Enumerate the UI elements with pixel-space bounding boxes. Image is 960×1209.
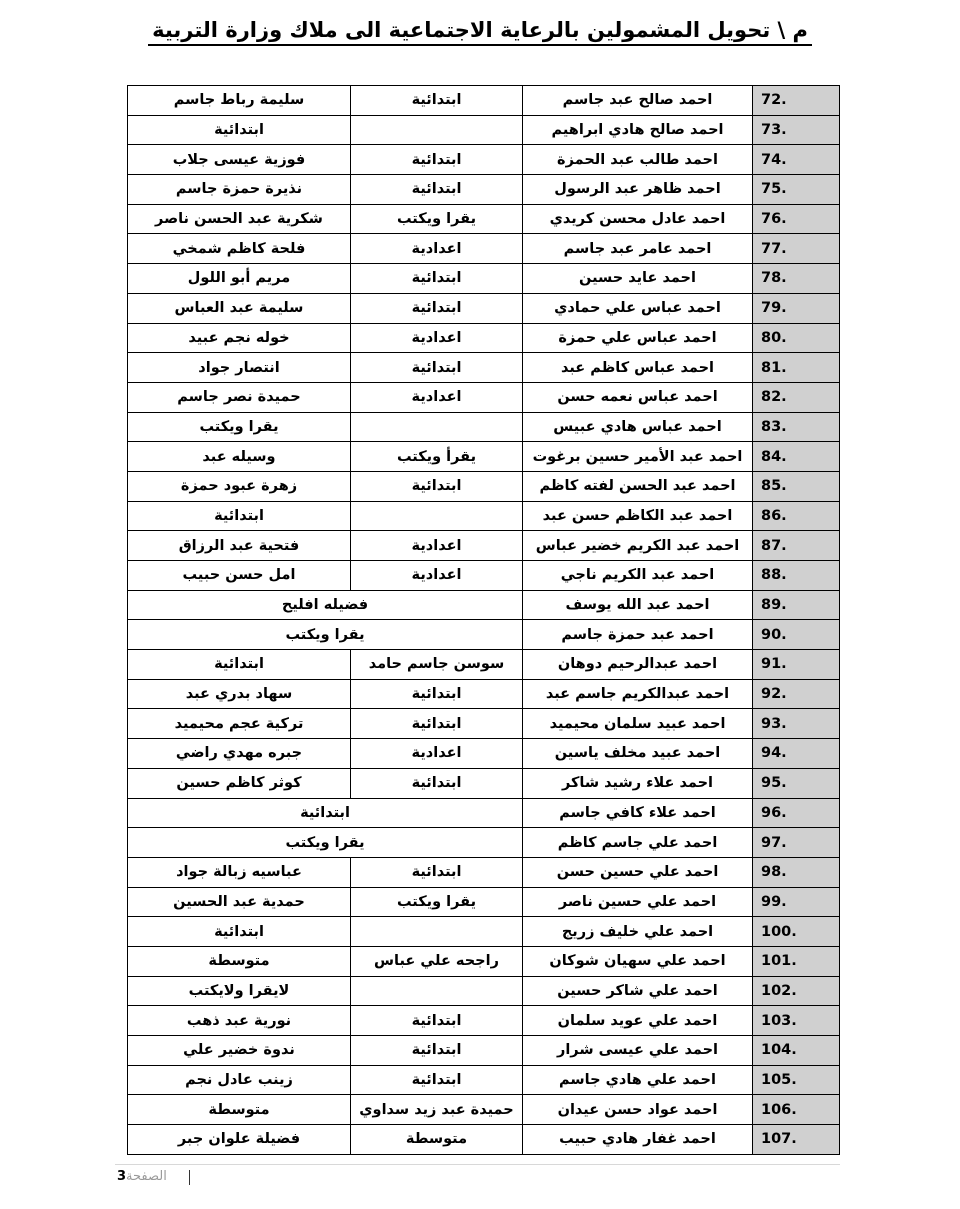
relative-name: وسيله عبد (128, 442, 351, 472)
person-name: احمد علي عيسى شرار (523, 1036, 753, 1066)
relative-name: سليمة عبد العباس (128, 293, 351, 323)
row-number: 103. (753, 1006, 840, 1036)
table-row (128, 382, 840, 412)
table-row (128, 561, 840, 591)
person-name: احمد ظاهر عبد الرسول (523, 175, 753, 205)
relative-name: خوله نجم عبيد (128, 323, 351, 353)
education-level: يقرا ويكتب (351, 887, 523, 917)
records-table (127, 85, 840, 1155)
row-number: 92. (753, 679, 840, 709)
relative-name: ندوة خضير علي (128, 1036, 351, 1066)
person-name: احمد صالح عبد جاسم (523, 86, 753, 116)
person-name: احمد غفار هادي حبيب (523, 1125, 753, 1155)
education-level (351, 976, 523, 1006)
education-level: ابتدائية (351, 471, 523, 501)
row-number: 72. (753, 86, 840, 116)
row-number: 78. (753, 264, 840, 294)
row-number: 90. (753, 620, 840, 650)
person-name: احمد عبد الأمير حسين برغوت (523, 442, 753, 472)
table-row (128, 86, 840, 116)
row-number: 101. (753, 946, 840, 976)
row-number: 86. (753, 501, 840, 531)
education-level: ابتدائية (351, 709, 523, 739)
row-number: 76. (753, 204, 840, 234)
education-level: راجحه علي عباس (351, 946, 523, 976)
education-level: اعدادية (351, 234, 523, 264)
person-name: احمد عباس علي حمادي (523, 293, 753, 323)
person-name: احمد علي حسين ناصر (523, 887, 753, 917)
row-number: 106. (753, 1095, 840, 1125)
row-number: 79. (753, 293, 840, 323)
table-row (128, 650, 840, 680)
page-title (0, 18, 960, 42)
row-number: 94. (753, 739, 840, 769)
relative-name: حمدية عبد الحسين (128, 887, 351, 917)
table-row (128, 145, 840, 175)
page-footer (117, 1168, 190, 1186)
relative-name: ابتدائية (128, 501, 351, 531)
education-level: سوسن جاسم حامد (351, 650, 523, 680)
education-level: ابتدائية (351, 1036, 523, 1066)
table-row (128, 264, 840, 294)
person-name: احمد عبد الكريم خضير عباس (523, 531, 753, 561)
relative-name: تركية عجم محيميد (128, 709, 351, 739)
education-level (351, 412, 523, 442)
table-row (128, 234, 840, 264)
relative-name: زهرة عبود حمزة (128, 471, 351, 501)
table-row (128, 679, 840, 709)
table-row (128, 857, 840, 887)
table-row (128, 1036, 840, 1066)
relative-name: يقرا ويكتب (128, 412, 351, 442)
row-number: 83. (753, 412, 840, 442)
person-name: احمد علاء كافي جاسم (523, 798, 753, 828)
person-name: احمد عبد الكاظم حسن عبد (523, 501, 753, 531)
row-number: 85. (753, 471, 840, 501)
row-number: 81. (753, 353, 840, 383)
education-level: اعدادية (351, 531, 523, 561)
person-name: احمد صالح هادي ابراهيم (523, 115, 753, 145)
row-number: 77. (753, 234, 840, 264)
education-level: اعدادية (351, 382, 523, 412)
person-name: احمد علي عويد سلمان (523, 1006, 753, 1036)
table-row (128, 1006, 840, 1036)
education-level: اعدادية (351, 323, 523, 353)
person-name: احمد عبد حمزة جاسم (523, 620, 753, 650)
relative-name: نورية عبد ذهب (128, 1006, 351, 1036)
relative-name: فضيله افليح (128, 590, 523, 620)
table-row (128, 620, 840, 650)
person-name: احمد عباس علي حمزة (523, 323, 753, 353)
relative-name: يقرا ويكتب (128, 828, 523, 858)
table-row (128, 531, 840, 561)
table-row (128, 115, 840, 145)
table-row (128, 175, 840, 205)
row-number: 102. (753, 976, 840, 1006)
table-row (128, 204, 840, 234)
relative-name: عباسيه زبالة جواد (128, 857, 351, 887)
relative-name: سهاد بدري عبد (128, 679, 351, 709)
table-row (128, 798, 840, 828)
table-row (128, 828, 840, 858)
education-level: ابتدائية (351, 145, 523, 175)
row-number: 80. (753, 323, 840, 353)
table-row (128, 739, 840, 769)
table-row (128, 501, 840, 531)
relative-name: سليمة رباط جاسم (128, 86, 351, 116)
education-level: حميدة عبد زيد سداوي (351, 1095, 523, 1125)
relative-name: شكرية عبد الحسن ناصر (128, 204, 351, 234)
person-name: احمد عبد الله يوسف (523, 590, 753, 620)
table-row (128, 590, 840, 620)
row-number: 100. (753, 917, 840, 947)
table-row (128, 709, 840, 739)
relative-name: متوسطة (128, 1095, 351, 1125)
education-level (351, 917, 523, 947)
relative-name: نذيرة حمزة جاسم (128, 175, 351, 205)
person-name: احمد عباس نعمه حسن (523, 382, 753, 412)
footer-divider-line (115, 1164, 840, 1165)
row-number: 82. (753, 382, 840, 412)
relative-name: ابتدائية (128, 650, 351, 680)
education-level: ابتدائية (351, 175, 523, 205)
education-level: ابتدائية (351, 679, 523, 709)
person-name: احمد عباس كاظم عبد (523, 353, 753, 383)
person-name: احمد علي حسين حسن (523, 857, 753, 887)
row-number: 104. (753, 1036, 840, 1066)
education-level: ابتدائية (351, 857, 523, 887)
person-name: احمد عواد حسن عيدان (523, 1095, 753, 1125)
row-number: 107. (753, 1125, 840, 1155)
table-row (128, 353, 840, 383)
table-row (128, 946, 840, 976)
row-number: 88. (753, 561, 840, 591)
table-row (128, 442, 840, 472)
person-name: احمد عبدالرحيم دوهان (523, 650, 753, 680)
row-number: 105. (753, 1065, 840, 1095)
education-level: ابتدائية (351, 264, 523, 294)
row-number: 74. (753, 145, 840, 175)
table-row (128, 768, 840, 798)
row-number: 97. (753, 828, 840, 858)
relative-name: كوثر كاظم حسين (128, 768, 351, 798)
table-row (128, 1095, 840, 1125)
person-name: احمد علي شاكر حسين (523, 976, 753, 1006)
row-number: 99. (753, 887, 840, 917)
row-number: 84. (753, 442, 840, 472)
education-level (351, 115, 523, 145)
education-level: ابتدائية (351, 86, 523, 116)
person-name: احمد عبد الكريم ناجي (523, 561, 753, 591)
relative-name: ابتدائية (128, 798, 523, 828)
page-label: الصفحة (126, 1169, 167, 1184)
relative-name: مريم أبو اللول (128, 264, 351, 294)
education-level: يقرا ويكتب (351, 204, 523, 234)
row-number: 98. (753, 857, 840, 887)
relative-name: لايقرا ولايكتب (128, 976, 351, 1006)
person-name: احمد عبد الحسن لفته كاظم (523, 471, 753, 501)
table-row (128, 917, 840, 947)
person-name: احمد عبيد سلمان محيميد (523, 709, 753, 739)
page-title-text: م \ تحويل المشمولين بالرعاية الاجتماعية الى ملاك وزارة التربية (148, 18, 812, 46)
row-number: 93. (753, 709, 840, 739)
person-name: احمد عامر عبد جاسم (523, 234, 753, 264)
row-number: 95. (753, 768, 840, 798)
row-number: 89. (753, 590, 840, 620)
row-number: 87. (753, 531, 840, 561)
education-level: يقرأ ويكتب (351, 442, 523, 472)
records-table-body (128, 86, 840, 1155)
relative-name: زينب عادل نجم (128, 1065, 351, 1095)
row-number: 91. (753, 650, 840, 680)
person-name: احمد عبيد مخلف ياسين (523, 739, 753, 769)
person-name: احمد علي سهيان شوكان (523, 946, 753, 976)
education-level: ابتدائية (351, 1006, 523, 1036)
relative-name: فتحية عبد الرزاق (128, 531, 351, 561)
table-row (128, 976, 840, 1006)
relative-name: ابتدائية (128, 917, 351, 947)
relative-name: حميدة نصر جاسم (128, 382, 351, 412)
row-number: 75. (753, 175, 840, 205)
table-row (128, 293, 840, 323)
table-row (128, 471, 840, 501)
person-name: احمد عادل محسن كريدي (523, 204, 753, 234)
person-name: احمد طالب عبد الحمزة (523, 145, 753, 175)
education-level: اعدادية (351, 561, 523, 591)
relative-name: فضيلة علوان جبر (128, 1125, 351, 1155)
relative-name: ابتدائية (128, 115, 351, 145)
footer-separator (189, 1170, 190, 1185)
relative-name: جبره مهدي راضي (128, 739, 351, 769)
relative-name: فلحة كاظم شمخي (128, 234, 351, 264)
row-number: 73. (753, 115, 840, 145)
relative-name: متوسطة (128, 946, 351, 976)
table-row (128, 1125, 840, 1155)
table-row (128, 323, 840, 353)
person-name: احمد علاء رشيد شاكر (523, 768, 753, 798)
education-level: ابتدائية (351, 1065, 523, 1095)
person-name: احمد عايد حسين (523, 264, 753, 294)
person-name: احمد عباس هادي عبيس (523, 412, 753, 442)
relative-name: انتصار جواد (128, 353, 351, 383)
education-level: ابتدائية (351, 293, 523, 323)
relative-name: فوزية عيسى جلاب (128, 145, 351, 175)
education-level: ابتدائية (351, 768, 523, 798)
row-number: 96. (753, 798, 840, 828)
relative-name: امل حسن حبيب (128, 561, 351, 591)
table-row (128, 1065, 840, 1095)
person-name: احمد علي خليف زريج (523, 917, 753, 947)
table-row (128, 887, 840, 917)
table-row (128, 412, 840, 442)
education-level: ابتدائية (351, 353, 523, 383)
person-name: احمد عبدالكريم جاسم عبد (523, 679, 753, 709)
education-level: متوسطة (351, 1125, 523, 1155)
person-name: احمد علي هادي جاسم (523, 1065, 753, 1095)
person-name: احمد علي جاسم كاظم (523, 828, 753, 858)
relative-name: يقرا ويكتب (128, 620, 523, 650)
page-number: 3 (117, 1169, 127, 1184)
education-level: اعدادية (351, 739, 523, 769)
education-level (351, 501, 523, 531)
